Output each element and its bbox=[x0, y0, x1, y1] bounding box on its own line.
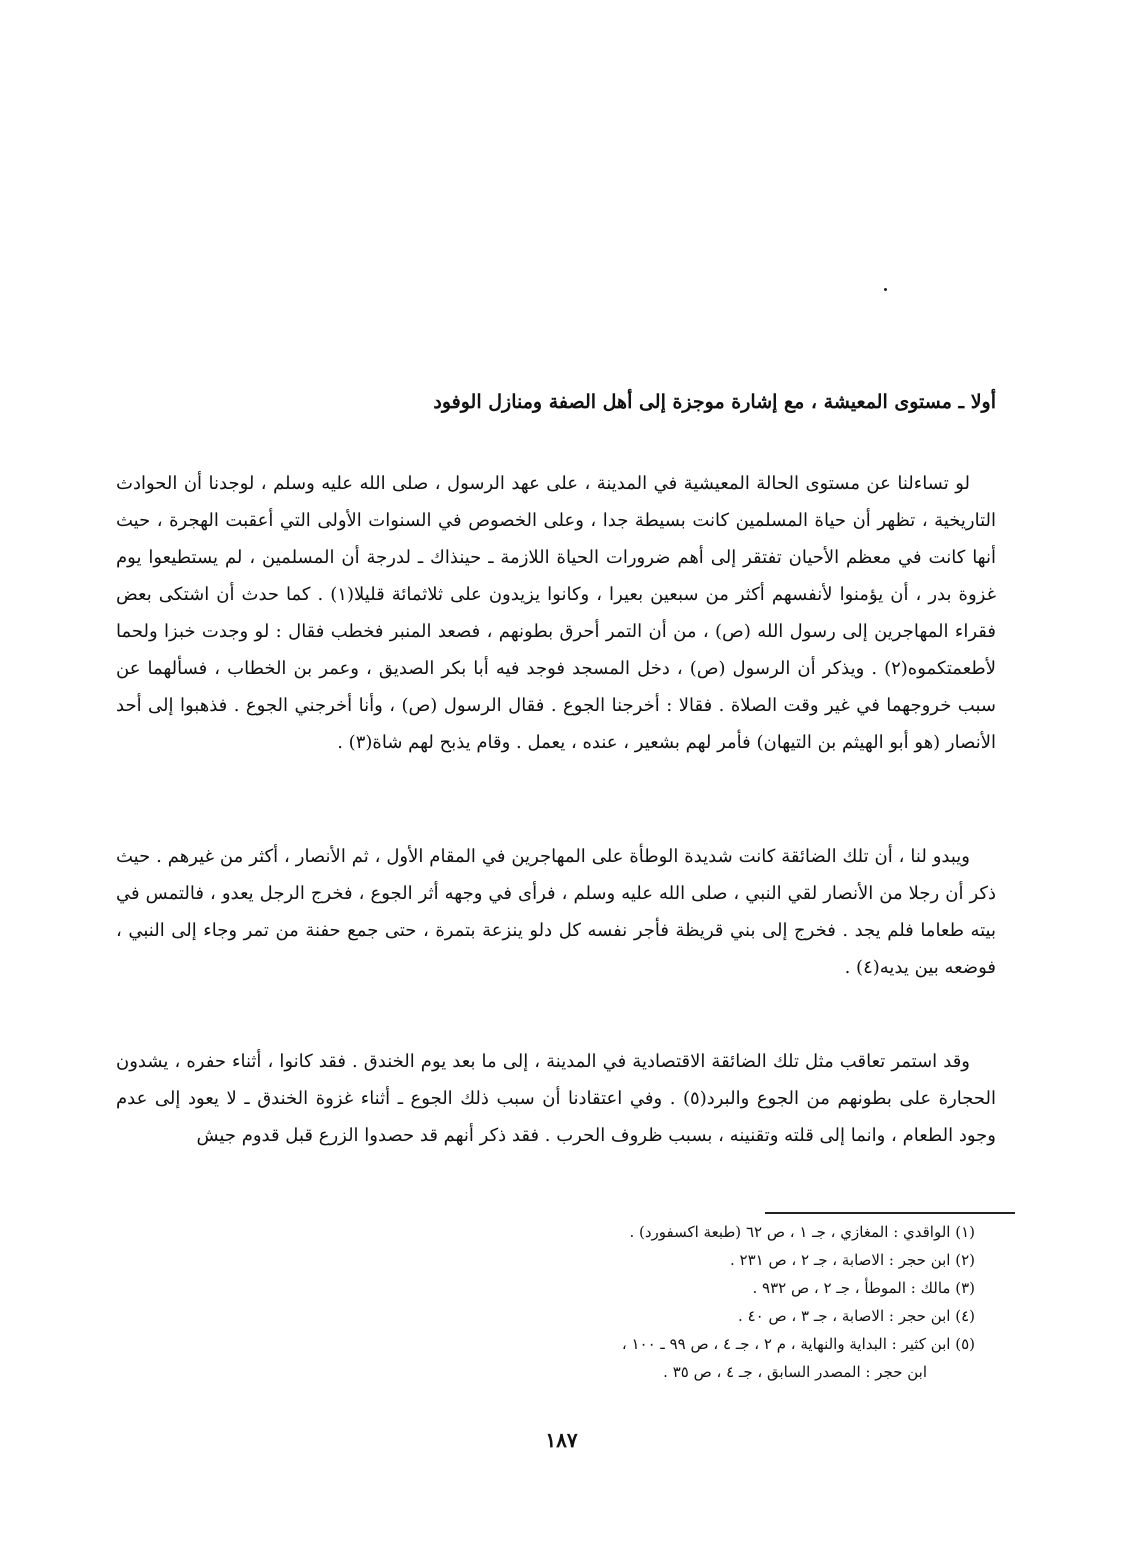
footnote-1: (١) الواقدي : المغازي ، جـ ١ ، ص ٦٢ (طبعة اكسفورد) . bbox=[629, 1223, 975, 1241]
paragraph-2 bbox=[116, 838, 996, 986]
footnote-5-text: (٥) ابن كثير : البداية والنهاية ، م ٢ ، جـ ٤ ، ص ٩٩ ـ ١٠٠ ، bbox=[621, 1335, 975, 1353]
paragraph-1 bbox=[116, 465, 996, 761]
footnotes-list bbox=[375, 1218, 975, 1386]
footnote-divider bbox=[765, 1212, 1015, 1214]
paragraph-2-text: ويبدو لنا ، أن تلك الضائقة كانت شديدة الوطأة على المهاجرين في المقام الأول ، ثم الأنصار ، أكثر من غيرهم . حيث ذكر أن رجلا من الأنصار لقي النبي ، صلى الله عليه وسلم ، فرأى في وجهه أثر الجوع ، فخرج الرجل يعدو ، فالتمس في بيته طعاما فلم يجد . فخرج إلى بني قريظة فأجر نفسه كل دلو ينزعة بتمرة ، حتى جمع حفنة من تمر وجاء إلى النبي ، فوضعه بين يديه(٤) . bbox=[116, 846, 996, 978]
footnote-3: (٣) مالك : الموطأ ، جـ ٢ ، ص ٩٣٢ . bbox=[752, 1279, 975, 1297]
paragraph-3 bbox=[116, 1043, 996, 1154]
section-heading: أولا ـ مستوى المعيشة ، مع إشارة موجزة إلى أهل الصفة ومنازل الوفود bbox=[433, 391, 996, 413]
ink-speck bbox=[884, 288, 887, 291]
footnote-4: (٤) ابن حجر : الاصابة ، جـ ٣ ، ص ٤٠ . bbox=[738, 1307, 975, 1325]
page-number: ١٨٧ bbox=[545, 1428, 578, 1452]
footnote-5-continuation: ابن حجر : المصدر السابق ، جـ ٤ ، ص ٣٥ . bbox=[663, 1363, 927, 1381]
paragraph-3-text: وقد استمر تعاقب مثل تلك الضائقة الاقتصادية في المدينة ، إلى ما بعد يوم الخندق . فقد كانوا ، أثناء حفره ، يشدون الحجارة على بطونهم من الجوع والبرد(٥) . وفي اعتقادنا أن سبب ذلك الجوع ـ أثناء غزوة الخندق ـ لا يعود إلى عدم وجود الطعام ، وانما إلى قلته وتقنينه ، بسبب ظروف الحرب . فقد ذكر أنهم قد حصدوا الزرع قبل قدوم جيش bbox=[116, 1051, 996, 1146]
footnote-5 bbox=[375, 1330, 975, 1386]
paragraph-1-text: لو تساءلنا عن مستوى الحالة المعيشية في المدينة ، على عهد الرسول ، صلى الله عليه وسلم ، لوجدنا أن الحوادث التاريخية ، تظهر أن حياة المسلمين كانت بسيطة جدا ، وعلى الخصوص في السنوات الأولى التي أعقبت الهجرة ، حيث أنها كانت في معظم الأحيان تفتقر إلى أهم ضرورات الحياة اللازمة ـ حينذاك ـ لدرجة أن المسلمين ، لم يستطيعوا يوم غزوة بدر ، أن يؤمنوا لأنفسهم أكثر من سبعين بعيرا ، وكانوا يزيدون على ثلاثمائة قليلا(١) . كما حدث أن اشتكى بعض فقراء المهاجرين إلى رسول الله (ص) ، من أن التمر أحرق بطونهم ، فصعد المنبر فخطب فقال : لو وجدت خبزا ولحما لأطعمتكموه(٢) . ويذكر أن الرسول (ص) ، دخل المسجد فوجد فيه أبا بكر الصديق ، وعمر بن الخطاب ، فسألهما عن سبب خروجهما في غير وقت الصلاة . فقالا : أخرجنا الجوع . فقال الرسول (ص) ، وأنا أخرجني الجوع . فذهبوا إلى أحد الأنصار (هو أبو الهيثم بن التيهان) فأمر لهم بشعير ، عنده ، يعمل . وقام يذبح لهم شاة(٣) . bbox=[116, 473, 996, 753]
footnote-2: (٢) ابن حجر : الاصابة ، جـ ٢ ، ص ٢٣١ . bbox=[729, 1251, 975, 1269]
